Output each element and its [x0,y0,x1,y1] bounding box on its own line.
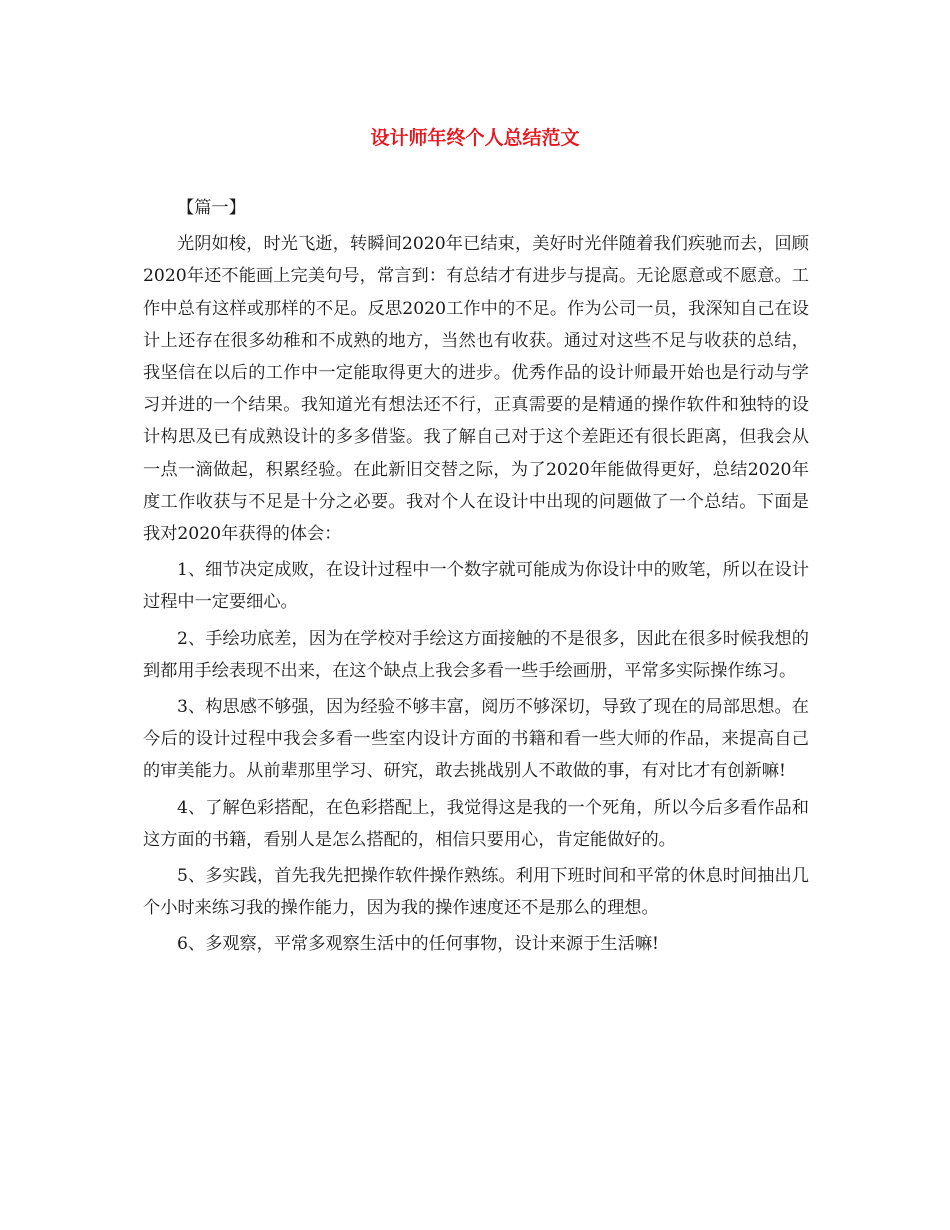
point-6-paragraph: 6、多观察，平常多观察生活中的任何事物，设计来源于生活嘛! [177,934,659,955]
document-title: 设计师年终个人总结范文 [370,127,580,149]
section-label: 【篇一】 [177,198,246,218]
point-5-paragraph: 5、多实践，首先我先把操作软件操作熟练。利用下班时间和平常的休息时间抽出几个小时来练习我的操作能力，因为我的操作速度还不是那么的理想。 [143,866,809,919]
intro-paragraph: 光阴如梭，时光飞逝，转瞬间2020年已结束，美好时光伴随着我们疾驰而去，回顾2020年还不能画上完美句号，常言到：有总结才有进步与提高。无论愿意或不愿意。工作中总有这样或那样的不足。反思2020工作中的不足。作为公司一员，我深知自己在设计上还存在很多幼稚和不成熟的地方，当然也有收获。通过对这些不足与收获的总结，我坚信在以后的工作中一定能取得更大的进步。优秀作品的设计师最开始也是行动与学习并进的一个结果。我知道光有想法还不行，正真需要的是精通的操作软件和独特的设计构思及已有成熟设计的多多借鉴。我了解自己对于这个差距还有很长距离，但我会从一点一滴做起，积累经验。在此新旧交替之际，为了2020年能做得更好，总结2020年度工作收获与不足是十分之必要。我对个人在设计中出现的问题做了一个总结。下面是我对2020年获得的体会： [143,234,809,545]
point-2-paragraph: 2、手绘功底差，因为在学校对手绘这方面接触的不是很多，因此在很多时候我想的到都用手绘表现不出来，在这个缺点上我会多看一些手绘画册，平常多实际操作练习。 [143,628,809,681]
point-4-paragraph: 4、了解色彩搭配，在色彩搭配上，我觉得这是我的一个死角，所以今后多看作品和这方面的书籍，看别人是怎么搭配的，相信只要用心，肯定能做好的。 [143,797,809,850]
point-1-paragraph: 1、细节决定成败，在设计过程中一个数字就可能成为你设计中的败笔，所以在设计过程中一定要细心。 [143,560,809,613]
document-body [143,192,809,965]
point-3-paragraph: 3、构思感不够强，因为经验不够丰富，阅历不够深切，导致了现在的局部思想。在今后的设计过程中我会多看一些室内设计方面的书籍和看一些大师的作品，来提高自己的审美能力。从前辈那里学习、研究，敢去挑战别人不敢做的事，有对比才有创新嘛! [143,697,809,782]
